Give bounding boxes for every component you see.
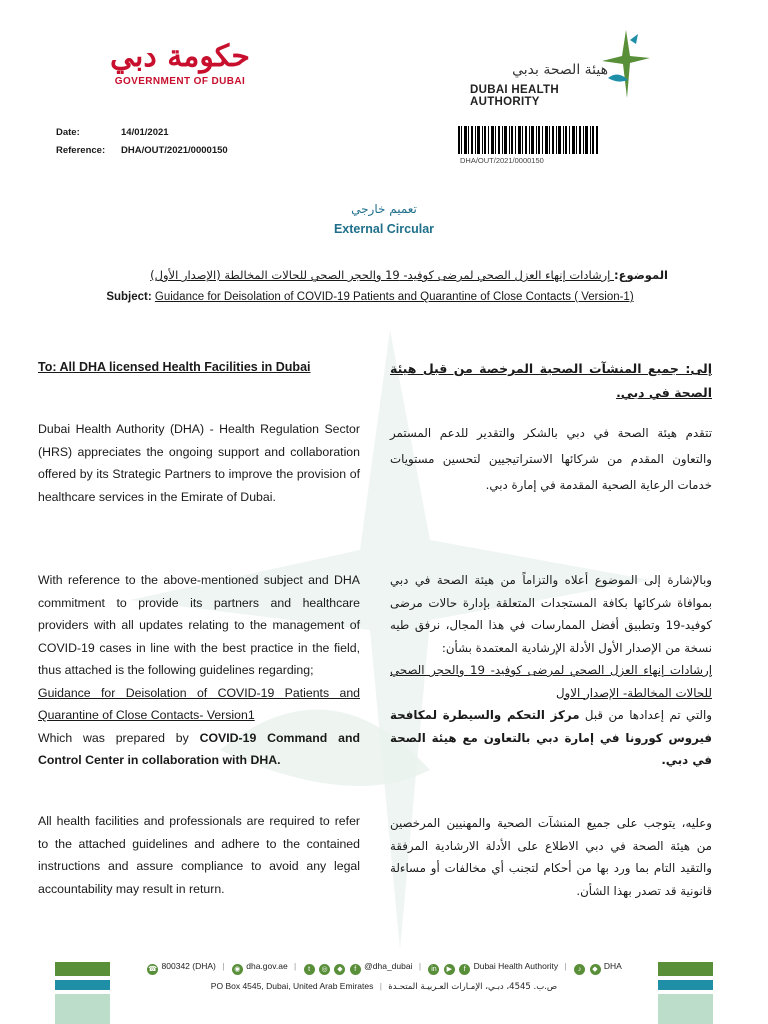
prepared-by-arabic: والتي تم إعدادها من قبل: [579, 708, 712, 722]
snapchat-icon[interactable]: ◆: [334, 964, 345, 975]
footer-address-arabic: ص.ب. 4545، دبـي، الإمـارات العـربيـة المتحـدة: [388, 982, 558, 992]
subject-text-english: Guidance for Deisolation of COVID-19 Patients and Quarantine of Close Contacts ( Version-1): [154, 291, 634, 303]
tiktok-icon[interactable]: ♪: [574, 964, 585, 975]
circular-title-english: External Circular: [333, 222, 435, 236]
prepared-by-bold-arabic: مركز التحكم والسيطرة لمكافحة فيروس كورونا في إمارة دبي بالتعاون مع هيئة الصحة في دبي.: [390, 708, 712, 767]
paragraph-3-english: All health facilities and professionals are required to refer to the attached guidelines and adhere to the contained instructions and assure compliance to avoid any legal accountability may result in return.: [38, 814, 360, 896]
globe-icon: ◉: [232, 964, 243, 975]
subject-label-english: Subject:: [106, 291, 152, 303]
government-of-dubai-logo: [100, 38, 260, 108]
guidance-title-arabic: إرشادات إنهاء العزل الصحي لمرضى كوفيد- 19 والحجر الصحي للحالات المخالطة- الإصدار الاول: [390, 663, 712, 700]
paragraph-3-arabic: وعليه، يتوجب على جميع المنشآت الصحية والمهنيين المرخصين من هيئة الصحة في دبي الاطلاع على الأدلة الارشادية المرفقة والتقيد التام بما ورد بها من أحكام لتجنب أي مخالفات أو مساءلة قانونية قد تصدر بهذا الشأن.: [390, 816, 712, 898]
snapchat-icon-2[interactable]: ◆: [590, 964, 601, 975]
phone-icon: ☎: [148, 966, 158, 973]
document-meta: [56, 127, 228, 163]
footer-contacts: ☎ 800342 (DHA) | ◉ dha.gov.ae | t ◎ ◆ f @dha_dubai | in ▶ f Dubai Health Authority | ♪ ◆ DHA: [148, 961, 622, 973]
reference-value: DHA/OUT/2021/0000150: [121, 145, 228, 156]
paragraph-1-english: Dubai Health Authority (DHA) - Health Regulation Sector (HRS) appreciates the ongoing support and collaboration offered by its Strategic Partners to improve the provision of healthcare services in the Emirate of Dubai.: [38, 422, 360, 504]
circular-title-arabic: تعميم خارجي: [351, 202, 417, 216]
linkedin-icon[interactable]: in: [428, 964, 439, 975]
reference-label: Reference:: [56, 145, 106, 156]
gov-logo-arabic: حكومة دبي: [110, 39, 250, 74]
instagram-icon[interactable]: ◎: [319, 964, 330, 975]
addressee-english: To: All DHA licensed Health Facilities in Dubai: [38, 360, 311, 374]
prepared-by-bold-english: COVID-19 Command and Control Center in collaboration with DHA.: [38, 730, 360, 767]
footer-website[interactable]: dha.gov.ae: [246, 961, 288, 971]
paragraph-2-body-arabic: وبالإشارة إلى الموضوع أعلاه والتزاماً من هيئة الصحة في دبي بموافاة شركائها بكافة المستجدات المتعلقة بإدارة حالات مرضى كوفيد-19 وتطبيق أفضل الممارسات في هذا المجال، نرفق طيه نسخة من الإصدار الأول الأدلة الإرشادية المعتمدة بشأن:: [390, 573, 712, 655]
dha-logo-arabic: هيئة الصحة بدبي: [512, 62, 608, 78]
barcode: [458, 126, 598, 154]
facebook-icon[interactable]: f: [350, 964, 361, 975]
subject-arabic: [150, 268, 668, 282]
gov-logo-english: GOVERNMENT OF DUBAI: [114, 76, 246, 87]
date-label: Date:: [56, 127, 80, 138]
dha-logo-english: DUBAI HEALTH AUTHORITY: [470, 84, 559, 108]
dha-emblem-icon: [602, 30, 650, 98]
youtube-icon[interactable]: ▶: [444, 964, 455, 975]
paragraph-2-arabic: [390, 569, 712, 772]
subject-label-arabic: الموضوع:: [614, 268, 668, 282]
facebook-icon-2[interactable]: f: [459, 964, 470, 975]
guidance-title-english: Guidance for Deisolation of COVID-19 Patients and Quarantine of Close Contacts- Version1: [38, 685, 360, 722]
paragraph-2-english: [38, 569, 360, 772]
subject-text-arabic: إرشادات إنهاء العزل الصحي لمرضى كوفيد- 19 والحجر الصحي للحالات المخالطة (الإصدار الأول): [150, 268, 615, 282]
subject-english: [70, 291, 670, 303]
paragraph-2-body-english: With reference to the above-mentioned subject and DHA commitment to provide its partners and healthcare providers with all updates relating to the management of COVID-19 cases in line with the best practice in the field, thus attached is the following guidelines regarding;: [38, 573, 360, 677]
footer-phone[interactable]: 800342 (DHA): [161, 961, 216, 971]
footer-short-name[interactable]: DHA: [603, 961, 622, 971]
paragraph-1-arabic: تتقدم هيئة الصحة في دبي بالشكر والتقدير للدعم المستمر والتعاون المقدم من شركائها الاستراتيجيين لتحسين مستويات خدمات الرعاية الصحية المقدمة في إمارة دبي.: [390, 426, 712, 492]
footer-linkedin-name[interactable]: Dubai Health Authority: [473, 961, 559, 971]
date-value: 14/01/2021: [121, 127, 169, 138]
barcode-number: DHA/OUT/2021/0000150: [460, 156, 544, 165]
footer-address: PO Box 4545, Dubai, United Arab Emirates | ص.ب. 4545، دبـي، الإمـارات العـربيـة المتحـدة: [210, 981, 558, 992]
addressee-arabic: إلى: جميع المنشآت الصحية المرخصة من قبل هيئة الصحة في دبي.: [390, 361, 712, 400]
prepared-by-english: Which was prepared by: [38, 730, 200, 745]
twitter-icon[interactable]: t: [304, 964, 315, 975]
dha-logo: [470, 30, 650, 108]
footer-address-english: PO Box 4545, Dubai, United Arab Emirates: [210, 981, 374, 991]
footer-social-handle[interactable]: @dha_dubai: [364, 961, 413, 971]
